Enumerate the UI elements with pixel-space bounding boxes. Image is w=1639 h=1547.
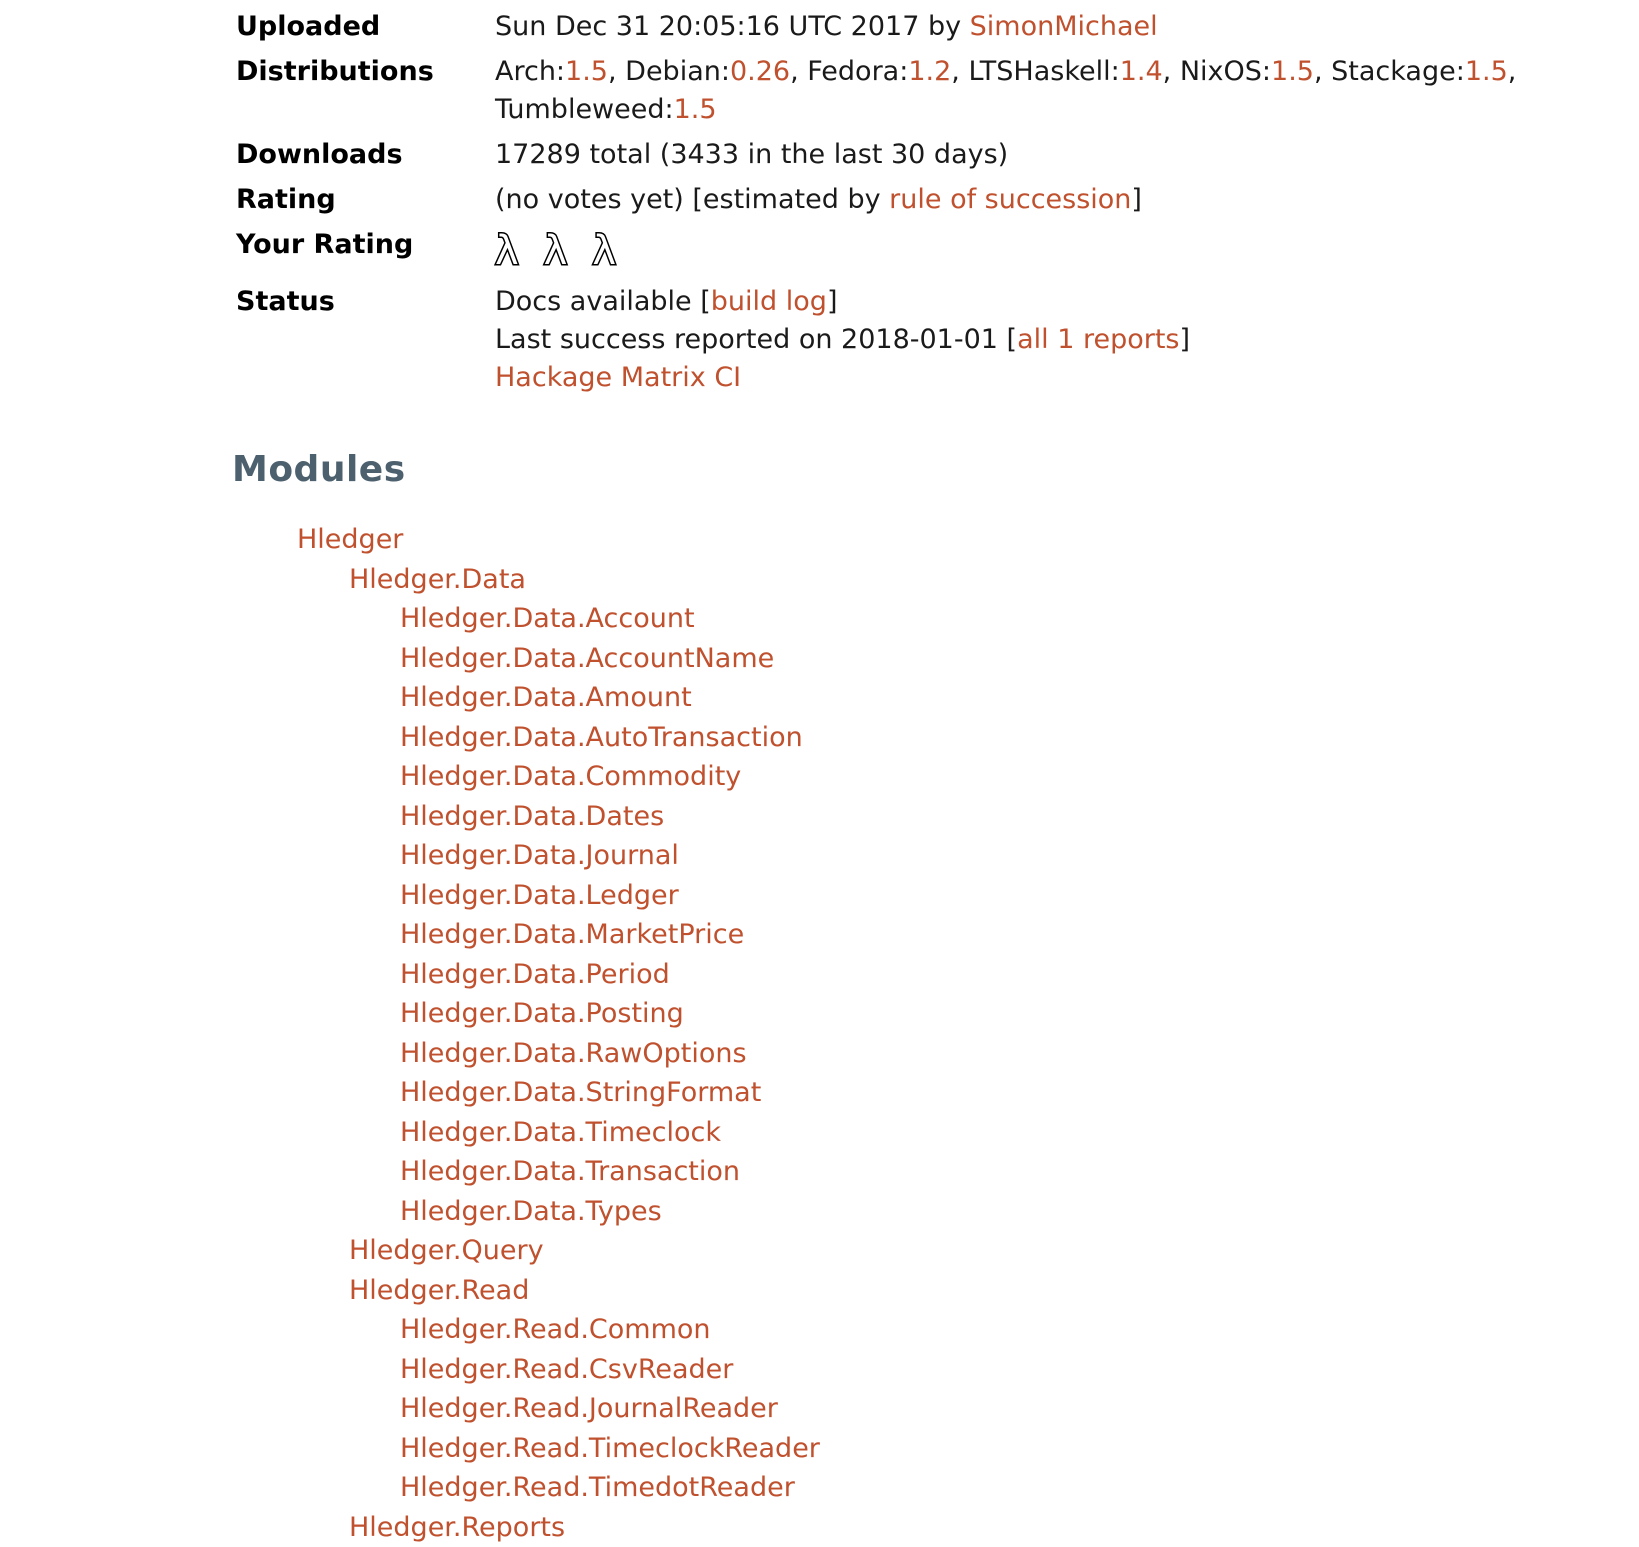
distribution-separator: , [1163,56,1180,87]
module-link[interactable]: Hledger.Read.JournalReader [400,1393,778,1424]
rating-label: Rating [232,178,495,223]
module-row [232,718,1599,758]
status-success-text: Last success reported on 2018-01-01 [ [495,324,1017,355]
module-link[interactable]: Hledger.Read.Common [400,1314,711,1345]
module-row [232,915,1599,955]
your-rating-row [232,223,1599,280]
distribution-name: LTSHaskell: [968,56,1119,87]
module-row [232,1073,1599,1113]
module-link[interactable]: Hledger.Data.AutoTransaction [400,722,803,753]
uploaded-value [495,5,1599,50]
module-row [232,1468,1599,1508]
module-link[interactable]: Hledger.Data [349,564,526,595]
distribution-separator: , [1314,56,1331,87]
module-row [232,1389,1599,1429]
module-link[interactable]: Hledger.Read [349,1275,529,1306]
rule-of-succession-link[interactable]: rule of succession [889,184,1131,215]
rating-star-lambda-icon[interactable]: λ [495,226,519,276]
package-properties-table [232,5,1599,401]
module-link[interactable]: Hledger.Data.Transaction [400,1156,740,1187]
distribution-name: Debian: [625,56,730,87]
module-link[interactable]: Hledger.Data.StringFormat [400,1077,761,1108]
distributions-label: Distributions [232,50,495,133]
status-docs-text: Docs available [ [495,286,711,317]
module-link[interactable]: Hledger.Data.Ledger [400,880,679,911]
uploaded-text: Sun Dec 31 20:05:16 UTC 2017 by [495,11,970,42]
distribution-name: Tumbleweed: [495,94,674,125]
module-row [232,1034,1599,1074]
all-reports-link[interactable]: all 1 reports [1017,324,1179,355]
module-row [232,1350,1599,1390]
uploaded-label: Uploaded [232,5,495,50]
distribution-separator: , [608,56,625,87]
rating-star-lambda-icon[interactable]: λ [544,226,568,276]
distributions-value [495,50,1599,133]
distribution-name: Arch: [495,56,565,87]
distribution-version-link[interactable]: 0.26 [730,56,790,87]
downloads-label: Downloads [232,133,495,178]
distribution-name: Fedora: [807,56,908,87]
module-row [232,520,1599,560]
module-link[interactable]: Hledger.Data.Commodity [400,761,741,792]
module-link[interactable]: Hledger.Read.TimeclockReader [400,1433,820,1464]
module-row [232,955,1599,995]
your-rating-label: Your Rating [232,223,495,280]
distribution-version-link[interactable]: 1.5 [1465,56,1508,87]
module-link[interactable]: Hledger.Data.Account [400,603,695,634]
module-link[interactable]: Hledger.Data.Types [400,1196,662,1227]
module-link[interactable]: Hledger.Reports [349,1512,565,1543]
status-row [232,280,1599,401]
distribution-name: Stackage: [1331,56,1465,87]
module-row [232,1429,1599,1469]
module-link[interactable]: Hledger.Data.Timeclock [400,1117,721,1148]
module-row [232,1152,1599,1192]
distribution-version-link[interactable]: 1.5 [674,94,717,125]
module-link[interactable]: Hledger.Data.Journal [400,840,679,871]
status-line-docs [495,283,1599,321]
rating-text-before: (no votes yet) [estimated by [495,184,889,215]
module-link[interactable]: Hledger.Read.TimedotReader [400,1472,795,1503]
module-link[interactable]: Hledger.Data.MarketPrice [400,919,744,950]
downloads-value: 17289 total (3433 in the last 30 days) [495,133,1599,178]
module-row [232,757,1599,797]
status-success-text-after: ] [1179,324,1190,355]
module-row [232,876,1599,916]
status-docs-text-after: ] [827,286,838,317]
module-row [232,994,1599,1034]
module-link[interactable]: Hledger.Data.Dates [400,801,664,832]
module-link[interactable]: Hledger.Read.CsvReader [400,1354,733,1385]
uploader-link[interactable]: SimonMichael [970,11,1158,42]
module-link[interactable]: Hledger.Data.Posting [400,998,684,1029]
status-line-success [495,321,1599,359]
module-link[interactable]: Hledger.Data.Period [400,959,670,990]
module-row [232,836,1599,876]
module-link[interactable]: Hledger.Data.Amount [400,682,692,713]
downloads-row [232,133,1599,178]
rating-star-lambda-icon[interactable]: λ [592,226,616,276]
module-link[interactable]: Hledger.Query [349,1235,544,1266]
status-line-matrix [495,359,1599,397]
module-row [232,560,1599,600]
module-row [232,797,1599,837]
module-row [232,1192,1599,1232]
module-row [232,1310,1599,1350]
rating-value [495,178,1599,223]
module-row [232,1271,1599,1311]
distributions-row [232,50,1599,133]
distribution-separator: , [790,56,807,87]
module-row [232,599,1599,639]
module-row [232,1113,1599,1153]
distribution-version-link[interactable]: 1.5 [565,56,608,87]
module-row [232,1231,1599,1271]
build-log-link[interactable]: build log [711,286,827,317]
module-row [232,639,1599,679]
status-value [495,280,1599,401]
module-row [232,678,1599,718]
module-tree [232,520,1599,1547]
uploaded-row [232,5,1599,50]
distribution-version-link[interactable]: 1.2 [908,56,951,87]
module-link[interactable]: Hledger.Data.RawOptions [400,1038,747,1069]
modules-heading: Modules [232,449,1599,490]
rating-text-after: ] [1131,184,1142,215]
module-link[interactable]: Hledger [297,524,403,555]
rating-row [232,178,1599,223]
your-rating-stars [495,223,1599,280]
module-link[interactable]: Hledger.Data.AccountName [400,643,774,674]
distribution-separator: , [951,56,968,87]
distribution-version-link[interactable]: 1.4 [1120,56,1163,87]
hackage-matrix-ci-link[interactable]: Hackage Matrix CI [495,362,741,393]
module-row [232,1508,1599,1547]
distribution-separator: , [1508,56,1517,87]
distribution-name: NixOS: [1180,56,1271,87]
distribution-version-link[interactable]: 1.5 [1271,56,1314,87]
status-label: Status [232,280,495,401]
